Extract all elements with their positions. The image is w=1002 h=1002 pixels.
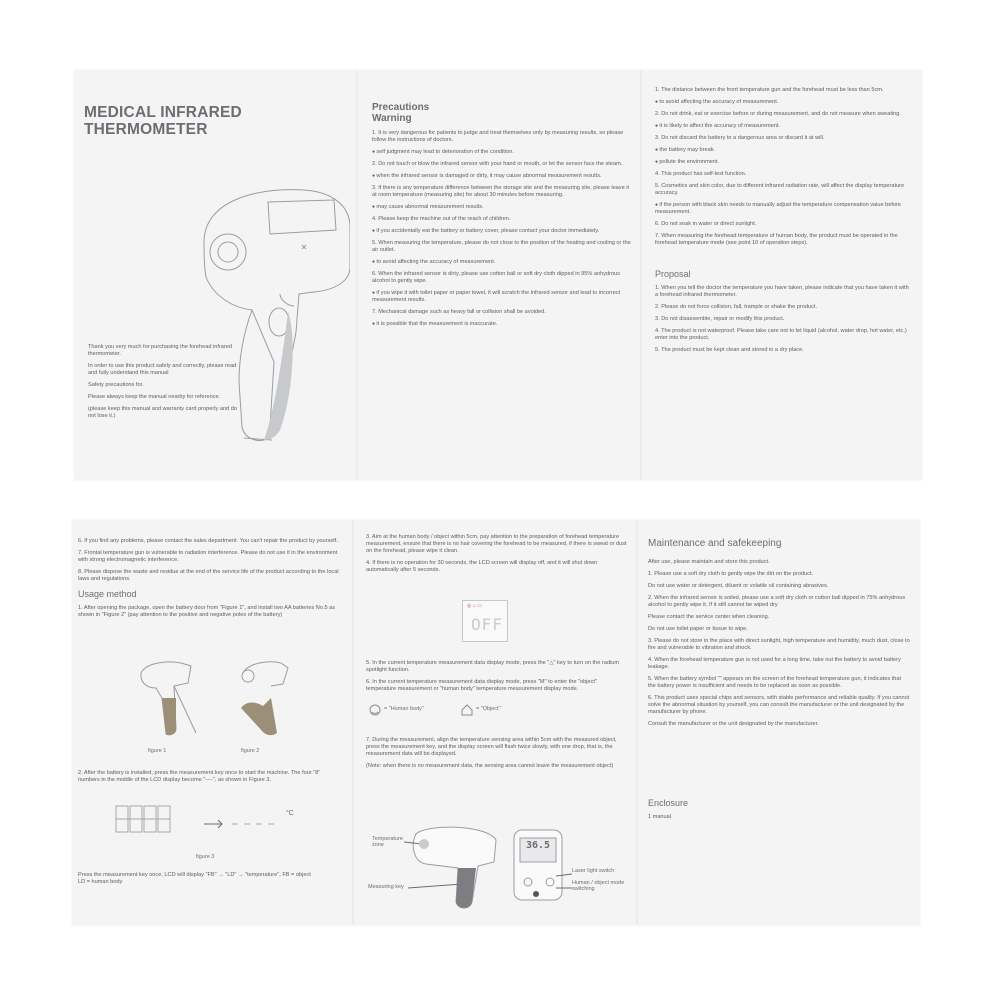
usage-intro-8: 8. Please dispose the waste and residue at the end of the service life of the product according to the local laws and regulations. xyxy=(78,569,339,582)
figure3-lcd-digits xyxy=(110,800,320,850)
operation-step3: 3. Aim at the human body / object within 5cm, pay attention to the preparation of forehead temperature measurement, ensure that there is no hair covering the forehead to be measured, if there is sweat or dust on the forehead, please wipe it clean. xyxy=(366,534,627,554)
cover-title-line1: MEDICAL INFRARED xyxy=(84,104,242,121)
maintenance-title: Maintenance and safekeeping xyxy=(648,538,782,549)
top-fold-2 xyxy=(640,70,643,480)
maintenance-item-4: 2. When the infrared sensor is soiled, please use a soft dry cloth or cotton ball dipped in 75% anhydrous alcohol to gently wipe it. If it still cannot be wiped dry xyxy=(648,595,906,608)
precaution-item-10: ● to avoid affecting the accuracy of measurement. xyxy=(372,259,634,266)
maintenance-item-2: 1. Please use a soft dry cloth to gently wipe the dirt on the product. xyxy=(648,571,814,577)
top-fold-1 xyxy=(356,70,359,480)
usage-panel xyxy=(78,538,340,918)
note-item-11: 6. Do not soak in water or direct sunlight. xyxy=(655,221,757,227)
precaution-item-11: 6. When the infrared sensor is dirty, please use cotton ball or soft dry cloth dipped in 95% anhydrous alcohol to gently wipe. xyxy=(372,271,621,284)
note-item-8: 4. This product has self-test function. xyxy=(655,171,747,177)
precautions-panel xyxy=(372,102,634,474)
note-item-1: 1. The distance between the front temperature gun and the forehead must be less than 5cm. xyxy=(655,87,884,93)
note-item-10: ● if the person with black skin needs to manually adjust the temperature compensation value before measurement. xyxy=(655,202,910,216)
label-temperature-zone: Temperature zone xyxy=(372,836,403,848)
maintenance-list xyxy=(648,559,910,728)
note-item-6: ● the battery may break. xyxy=(655,147,910,154)
precaution-item-2: ● self judgment may lead to deterioration of the condition. xyxy=(372,149,634,156)
degree-symbol: °C xyxy=(286,810,294,817)
precaution-item-9: 5. When measuring the temperature, please do not close to the position of the heating and cooling or the air outlet. xyxy=(372,240,631,253)
maintenance-item-3: Do not use water or detergent, diluent or volatile oil containing abrasives. xyxy=(648,583,829,589)
figure1-illustration xyxy=(136,658,206,738)
maintenance-item-9: 5. When the battery symbol "" appears on the screen of the forehead temperature gun, it indicates that the battery power is insufficient and needs to be replaced as soon as possible. xyxy=(648,676,902,689)
precaution-item-8: ● if you accidentally eat the battery or battery cover, please contact your doctor immediately. xyxy=(372,228,634,235)
note-item-4: ● it is likely to affect the accuracy of measurement. xyxy=(655,123,910,130)
cover-intro-5: (please keep this manual and warranty card properly and do not lose it.) xyxy=(88,406,237,419)
maintenance-item-10: 6. This product uses special chips and sensors, with stable performance and reliable quality. If you cannot solve the abnormal situation by yourself, you can consult the manufacturer or the unit designated by the manufacturer by phone. xyxy=(648,695,910,715)
operation-step5: 5. In the current temperature measurement data display mode, press the "△" key to turn on the radium spotlight function. xyxy=(366,660,619,673)
precautions-title: Precautions xyxy=(372,102,430,113)
label-mode-switch: Human / object mode switching xyxy=(572,880,625,892)
maintenance-item-8: 4. When the forehead temperature gun is not used for a long time, take out the battery to avoid battery leakage. xyxy=(648,657,901,670)
precautions-list xyxy=(372,130,634,328)
cover-intro xyxy=(88,344,246,425)
enclosure-item: 1 manual xyxy=(648,814,672,820)
label-measuring-key: Measuring key xyxy=(368,884,404,890)
bottom-fold-1 xyxy=(352,520,355,925)
figure2-illustration xyxy=(233,658,293,738)
precaution-item-7: 4. Please keep the machine out of the reach of children. xyxy=(372,216,511,222)
cover-intro-3: Safety precautions for. xyxy=(88,382,144,388)
usage-title: Usage method xyxy=(78,589,137,599)
figure2-caption: figure 2 xyxy=(241,748,260,754)
lcd-off-display xyxy=(462,600,508,642)
figure3-caption: figure 3 xyxy=(196,854,215,860)
precaution-item-5: 3. If there is any temperature difference between the storage site and the measuring site, please leave it at room temperature (measuring site) for about 30 minutes before measuring. xyxy=(372,185,630,198)
precaution-item-13: 7. Mechanical damage such as heavy fall or collision shall be avoided. xyxy=(372,309,546,315)
operation-step7: 7. During the measurement, align the temperature sensing area within 5cm with the measured object, press the measurement key, and the display screen will flash twice slowly, with one drop, that is, the measurement data will be displayed. xyxy=(366,737,617,757)
cover-intro-4: Please always keep the manual nearby for reference. xyxy=(88,394,221,400)
mode-legend xyxy=(366,699,628,723)
screen-value: 36.5 xyxy=(526,840,551,851)
enclosure-title: Enclosure xyxy=(648,798,689,808)
notes-panel xyxy=(655,87,910,472)
note-item-7: ● pollute the environment. xyxy=(655,159,910,166)
proposal-5: 5. The product must be kept clean and stored in a dry place. xyxy=(655,347,804,353)
operation-note: (Note: when there is no measurement data, the sensing area cannot leave the measurement object) xyxy=(366,763,614,769)
usage-step-end: Press the measurement key once, LCD will display "FB" → "LD" → "temperature", FB = object LD = human body xyxy=(78,872,311,885)
object-label: = "Object" xyxy=(476,706,501,712)
proposal-title: Proposal xyxy=(655,269,691,279)
maintenance-item-11: Consult the manufacturer or the unit designated by the manufacturer. xyxy=(648,721,819,727)
usage-intro-6: 6. If you find any problems, please contact the sales department. You can't repair the product by yourself. xyxy=(78,538,338,544)
maintenance-item-1: After use, please maintain and store this product. xyxy=(648,559,770,565)
proposal-2: 2. Please do not force collision, fall, trample or shake the product. xyxy=(655,304,817,310)
usage-step1: 1. After opening the package, open the battery door from "Figure 1", and install two AA batteries No.5 as shown in "Figure 2" (pay attention to the positive and negative poles of the battery) xyxy=(78,605,336,618)
proposal-3: 3. Do not disassemble, repair or modify this product. xyxy=(655,316,785,322)
cover-intro-2: In order to use this product safely and correctly, please read and fully understand this manual xyxy=(88,363,237,376)
human-body-icon xyxy=(368,703,382,717)
precaution-item-1: 1. It is very dangerous for patients to judge and treat themselves only by measuring results, so please follow the instructions of doctors. xyxy=(372,130,624,143)
warning-title: Warning xyxy=(372,113,412,124)
operation-step4: 4. If there is no operation for 30 seconds, the LCD screen will display off, and it will shut down automatically after 5 seconds. xyxy=(366,560,598,573)
precaution-item-14: ● it is possible that the measurement is inaccurate. xyxy=(372,321,634,328)
cover-intro-1: Thank you very much for purchasing the forehead infrared thermometer. xyxy=(88,344,232,357)
note-item-12: 7. When measuring the forehead temperature of human body, the product must be operated in the forehead temperature mode (see point 10 of operation steps). xyxy=(655,233,898,246)
note-item-9: 5. Cosmetics and skin color, due to different infrared radiation rate, will affect the display temperature accuracy. xyxy=(655,183,905,196)
maintenance-item-5: Please contact the service center when cleaning. xyxy=(648,614,770,620)
lcd-status-icons: ◎ ⌂ ▭ xyxy=(467,603,482,609)
maintenance-item-7: 3. Please do not store in the place with direct sunlight, high temperature and humidity, much dust, close to fire and vulnerable to vibration and shock. xyxy=(648,638,910,651)
maintenance-item-6: Do not use toilet paper or tissue to wipe. xyxy=(648,626,748,632)
object-icon xyxy=(460,703,474,717)
bottom-fold-2 xyxy=(636,520,639,925)
usage-intro-7: 7. Frontal temperature gun is vulnerable to radiation interference. Please do not use it in the environment with strong electromagnetic interference. xyxy=(78,550,338,563)
note-item-2: ● to avoid affecting the accuracy of measurement. xyxy=(655,99,910,106)
operation-step6: 6. In the current temperature measurement data display mode, press "M" to enter the "object" temperature measurement or "human body" temperature measurement display mode. xyxy=(366,679,597,692)
human-body-label: = "Human body" xyxy=(384,706,424,712)
lcd-off-text: OFF xyxy=(471,615,503,634)
figure1-caption: figure 1 xyxy=(148,748,167,754)
precaution-item-6: ● may cause abnormal measurement results. xyxy=(372,204,634,211)
operation-panel xyxy=(366,534,628,918)
precaution-item-12: ● if you wipe it with toilet paper or paper towel, it will scratch the infrared sensor and lead to incorrect measurement results. xyxy=(372,290,634,304)
maintenance-panel xyxy=(648,538,910,918)
cover-title-line2: THERMOMETER xyxy=(84,121,208,138)
precaution-item-3: 2. Do not touch or blow the infrared sensor with your hand or mouth, or let the sensor face the steam. xyxy=(372,161,623,167)
note-item-5: 3. Do not discard the battery to a dangerous area or discard it at will. xyxy=(655,135,825,141)
precaution-item-4: ● when the infrared sensor is damaged or dirty, it may cause abnormal measurement results. xyxy=(372,173,634,180)
proposal-1: 1. When you tell the doctor the temperature you have taken, please indicate that you have taken it with a forehead infrared thermometer. xyxy=(655,285,909,298)
proposal-4: 4. The product is not waterproof. Please take care not to let liquid (alcohol, water drop, hot water, etc.) enter into the product. xyxy=(655,328,907,341)
cover-panel xyxy=(84,104,350,474)
note-item-3: 2. Do not drink, eat or exercise before or during measurement, and do not measure when sweating. xyxy=(655,111,901,117)
usage-step2: 2. After the battery is installed, press the measurement key once to start the machine. The four "8" numbers in the middle of the LCD display become "----", as shown in Figure 3. xyxy=(78,770,321,783)
notes-list xyxy=(655,87,910,247)
label-laser-switch: Laser light switch xyxy=(572,868,615,874)
